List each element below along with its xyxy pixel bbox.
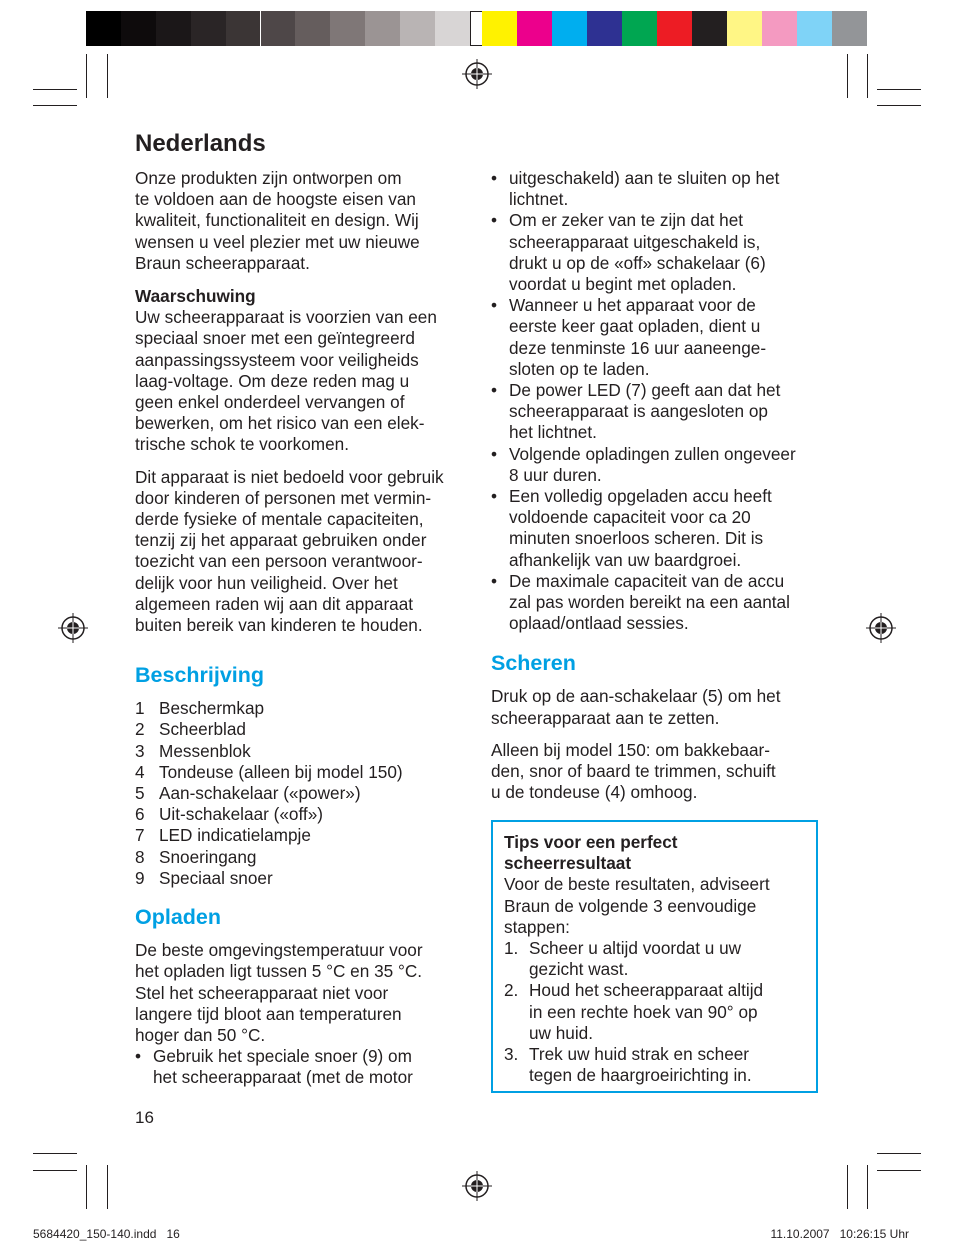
registration-mark-icon <box>58 613 88 643</box>
warning-paragraph: Waarschuwing Uw scheerapparaat is voorzien van een speciaal snoer met een geïntegreerd aanpassingssysteem voor veiligheids laag-voltage. Om deze reden mag u geen enkel onderdeel vervangen of bewerken, om het risico van een elek- trische schok te voorkomen. <box>135 286 437 455</box>
crop-mark <box>33 105 77 106</box>
list-item: • Een volledig opgeladen accu heeft voldoende capaciteit voor ca 20 minuten snoerloos scheren. Dit is afhankelijk van uw baardgroei. <box>491 486 831 571</box>
list-item: 5 Aan-schakelaar («power») <box>135 783 361 804</box>
children-note-paragraph: Dit apparaat is niet bedoeld voor gebruik door kinderen of personen met vermin- derde fysieke of mentale capaciteiten, tenzij zij het apparaat gebruiken onder toezicht van een persoon verantwoor- delijk voor hun veiligheid. Over het algemeen raden wij aan dit apparaat buiten bereik van kinderen te houden. <box>135 466 444 636</box>
color-swatch <box>121 11 156 46</box>
intro-paragraph: Onze produkten zijn ontworpen om te voldoen aan de hoogste eisen van kwaliteit, functionaliteit en design. Wij wensen u veel plezier met uw nieuwe Braun scheerapparaat. <box>135 168 420 273</box>
page-title: Nederlands <box>135 130 266 157</box>
shaving-paragraph-1: Druk op de aan-schakelaar (5) om het scheerapparaat aan te zetten. <box>491 686 781 728</box>
color-swatch <box>330 11 365 46</box>
list-item: • Wanneer u het apparaat voor de eerste keer gaat opladen, dient u deze tenminste 16 uur aaneenge- sloten op te laden. <box>491 295 831 380</box>
color-swatch <box>832 11 867 46</box>
crop-mark <box>86 54 87 98</box>
color-swatch <box>797 11 832 46</box>
crop-mark <box>33 89 77 90</box>
color-swatch <box>727 11 762 46</box>
crop-mark <box>877 1153 921 1154</box>
color-swatch <box>295 11 330 46</box>
charging-bullets <box>491 168 831 634</box>
crop-mark <box>847 1165 848 1209</box>
charging-intro-paragraph: De beste omgevingstemperatuur voor het opladen ligt tussen 5 °C en 35 °C. Stel het scheerapparaat niet voor langere tijd bloot aan temperaturen hoger dan 50 °C. <box>135 940 423 1045</box>
crop-mark <box>867 1165 868 1209</box>
crop-mark <box>107 1165 108 1209</box>
color-swatch <box>365 11 400 46</box>
list-item: 3 Messenblok <box>135 740 251 761</box>
tips-heading: Tips voor een perfect scheerresultaat <box>504 832 678 874</box>
crop-mark <box>877 89 921 90</box>
registration-mark-icon <box>462 1171 492 1201</box>
crop-mark <box>877 1170 921 1171</box>
warning-heading: Waarschuwing <box>135 286 256 307</box>
color-swatch <box>587 11 622 46</box>
color-swatch <box>622 11 657 46</box>
color-swatch <box>226 11 261 46</box>
shaving-paragraph-2: Alleen bij model 150: om bakkebaar- den, snor of baard te trimmen, schuift u de tondeuse (4) omhoog. <box>491 739 776 803</box>
crop-mark <box>847 54 848 98</box>
section-heading-beschrijving: Beschrijving <box>135 663 265 688</box>
color-swatch <box>762 11 797 46</box>
tips-steps <box>504 938 806 1086</box>
list-item: • Om er zeker van te zijn dat het scheerapparaat uitgeschakeld is, drukt u op de «off» schakelaar (6) voordat u begint met opladen. <box>491 210 831 295</box>
crop-mark <box>107 54 108 98</box>
page-number: 16 <box>135 1108 154 1127</box>
section-heading-scheren: Scheren <box>491 651 576 676</box>
list-item: 4 Tondeuse (alleen bij model 150) <box>135 761 403 782</box>
list-item: 1. Scheer u altijd voordat u uw gezicht wast. <box>504 938 742 980</box>
list-item: 9 Speciaal snoer <box>135 867 273 888</box>
list-item: 8 Snoeringang <box>135 846 257 867</box>
color-swatch <box>191 11 226 46</box>
color-swatch <box>400 11 435 46</box>
color-swatch <box>156 11 191 46</box>
charging-first-bullet <box>135 1046 475 1088</box>
list-item: • De power LED (7) geeft aan dat het scheerapparaat is aangesloten op het lichtnet. <box>491 380 831 444</box>
color-swatch <box>657 11 692 46</box>
list-item: • De maximale capaciteit van de accu zal pas worden bereikt na een aantal oplaad/ontlaad sessies. <box>491 571 831 635</box>
list-item: • Volgende opladingen zullen ongeveer 8 uur duren. <box>491 444 831 486</box>
registration-mark-icon <box>866 613 896 643</box>
list-item: 2 Scheerblad <box>135 719 246 740</box>
list-item: 1 Beschermkap <box>135 698 265 719</box>
color-swatch <box>692 11 727 46</box>
color-swatch <box>86 11 121 46</box>
registration-mark-icon <box>462 59 492 89</box>
list-item: 3. Trek uw huid strak en scheer tegen de haargroeirichting in. <box>504 1044 752 1086</box>
crop-mark <box>86 1165 87 1209</box>
list-item: • Gebruik het speciale snoer (9) om het scheerapparaat (met de motor <box>135 1046 475 1088</box>
color-swatch <box>435 11 470 46</box>
color-swatch <box>517 11 552 46</box>
crop-mark <box>867 54 868 98</box>
footer-timestamp: 11.10.2007 10:26:15 Uhr <box>770 1227 909 1241</box>
left-column <box>135 168 475 1089</box>
footer-file-info: 5684420_150-140.indd 16 <box>33 1227 180 1241</box>
crop-mark <box>877 105 921 106</box>
list-item: 7 LED indicatielampje <box>135 825 311 846</box>
tips-intro: Voor de beste resultaten, adviseert Braun de volgende 3 eenvoudige stappen: <box>504 874 770 937</box>
list-item: 6 Uit-schakelaar («off») <box>135 804 323 825</box>
list-item: 2. Houd het scheerapparaat altijd in een rechte hoek van 90° op uw huid. <box>504 980 764 1043</box>
color-swatch <box>482 11 517 46</box>
crop-mark <box>33 1153 77 1154</box>
section-heading-opladen: Opladen <box>135 905 222 930</box>
list-item-continued: • uitgeschakeld) aan te sluiten op het lichtnet. <box>491 168 831 210</box>
color-swatch <box>261 11 296 46</box>
tips-box <box>491 820 818 1093</box>
parts-list <box>135 698 475 889</box>
color-swatch <box>552 11 587 46</box>
crop-mark <box>33 1170 77 1171</box>
right-column <box>491 168 831 803</box>
